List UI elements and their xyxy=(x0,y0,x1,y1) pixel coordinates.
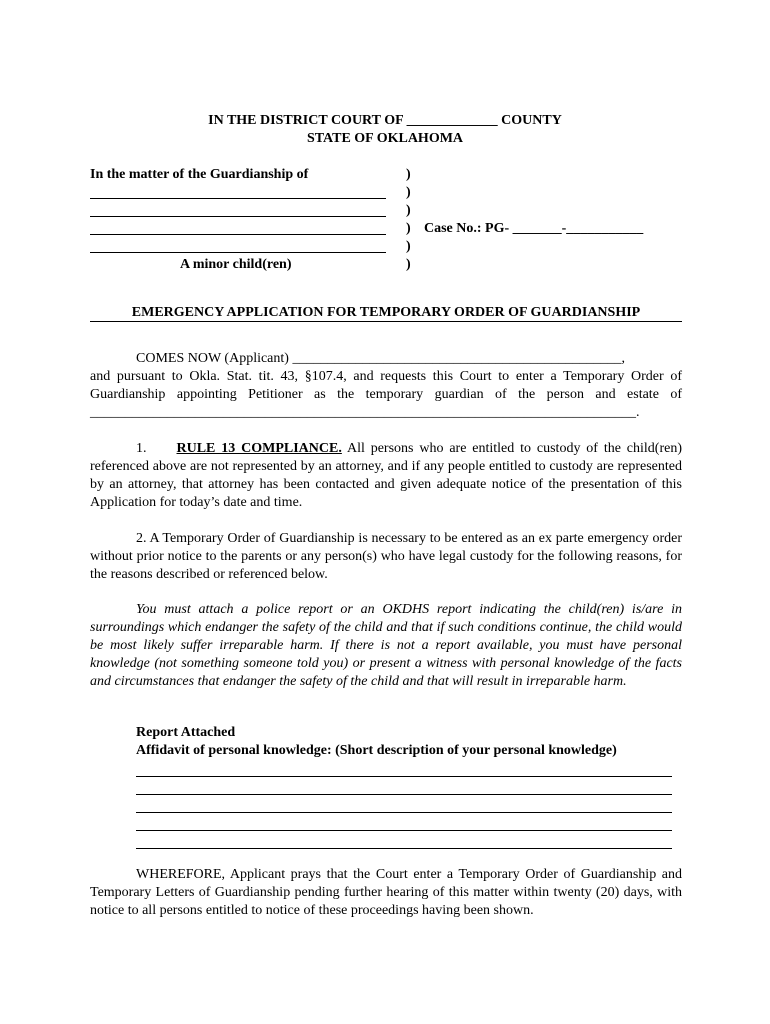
caption-paren-5: ) xyxy=(406,239,411,254)
name-line-4[interactable] xyxy=(90,252,386,253)
caption-paren-6: ) xyxy=(406,257,411,272)
name-line-2[interactable] xyxy=(90,216,386,217)
para1-number: 1. xyxy=(136,441,147,456)
necessity-paragraph: 2. A Temporary Order of Guardianship is necessary to be entered as an ex parte emergency order without prior notice to the parents or any person(s) who have legal custody for the following reasons, for the reasons described or referenced below. xyxy=(90,531,682,582)
affidavit-label: Affidavit of personal knowledge: (Short description of your personal knowledge) xyxy=(136,743,617,758)
document-title: EMERGENCY APPLICATION FOR TEMPORARY ORDER OF GUARDIANSHIP xyxy=(131,305,641,320)
caption-paren-1: ) xyxy=(406,167,411,182)
affidavit-line-3[interactable] xyxy=(136,812,672,813)
caption-paren-4: ) xyxy=(406,221,411,236)
matter-label: In the matter of the Guardianship of xyxy=(90,167,309,182)
rule-13-heading: RULE 13 COMPLIANCE. xyxy=(176,441,342,456)
court-heading: IN THE DISTRICT COURT OF _____________ COUNTY xyxy=(208,113,562,128)
comes-now-line: COMES NOW (Applicant) _______________________________________________, xyxy=(136,351,625,366)
affidavit-line-2[interactable] xyxy=(136,794,672,795)
wherefore-paragraph: WHEREFORE, Applicant prays that the Court enter a Temporary Order of Guardianship and Temporary Letters of Guardianship pending further hearing of this matter within twenty (20) days, with notice to all persons entitled to notice of these proceedings having been shown. xyxy=(90,867,682,918)
state-heading: STATE OF OKLAHOMA xyxy=(306,131,464,146)
case-number: Case No.: PG- _______-___________ xyxy=(424,221,644,236)
rule-13-text: All persons who are entitled to custody of the child(ren) referenced above are not represented by an attorney, and if any people entitled to custody are represented by an attorney, that attorney has been contacted and given adequate notice of the presentation of this Application for today’s date and time. xyxy=(90,441,682,510)
minor-label: A minor child(ren) xyxy=(180,257,292,272)
caption-paren-3: ) xyxy=(406,203,411,218)
name-line-3[interactable] xyxy=(90,234,386,235)
rule-13-paragraph xyxy=(90,440,682,512)
affidavit-line-5[interactable] xyxy=(136,848,672,849)
instructions-paragraph: You must attach a police report or an OKDHS report indicating the child(ren) is/are in surroundings which endanger the safety of the child and that if such conditions continue, the child would be most likely suffer irreparable harm. If there is not a report available, you must have personal knowledge (not something someone told you) or present a witness with personal knowledge of the facts and circumstances that endanger the safety of the child and that will result in irreparable harm. xyxy=(90,602,682,689)
affidavit-line-1[interactable] xyxy=(136,776,672,777)
affidavit-line-4[interactable] xyxy=(136,830,672,831)
comes-now-body: and pursuant to Okla. Stat. tit. 43, §107.4, and requests this Court to enter a Temporary Order of Guardianship appointing Petitioner as the temporary guardian of the person and estate of ______________________________________________________________________________. xyxy=(90,369,682,420)
report-attached-label: Report Attached xyxy=(136,725,236,740)
caption-paren-2: ) xyxy=(406,185,411,200)
name-line-1[interactable] xyxy=(90,198,386,199)
title-rule xyxy=(90,321,682,322)
